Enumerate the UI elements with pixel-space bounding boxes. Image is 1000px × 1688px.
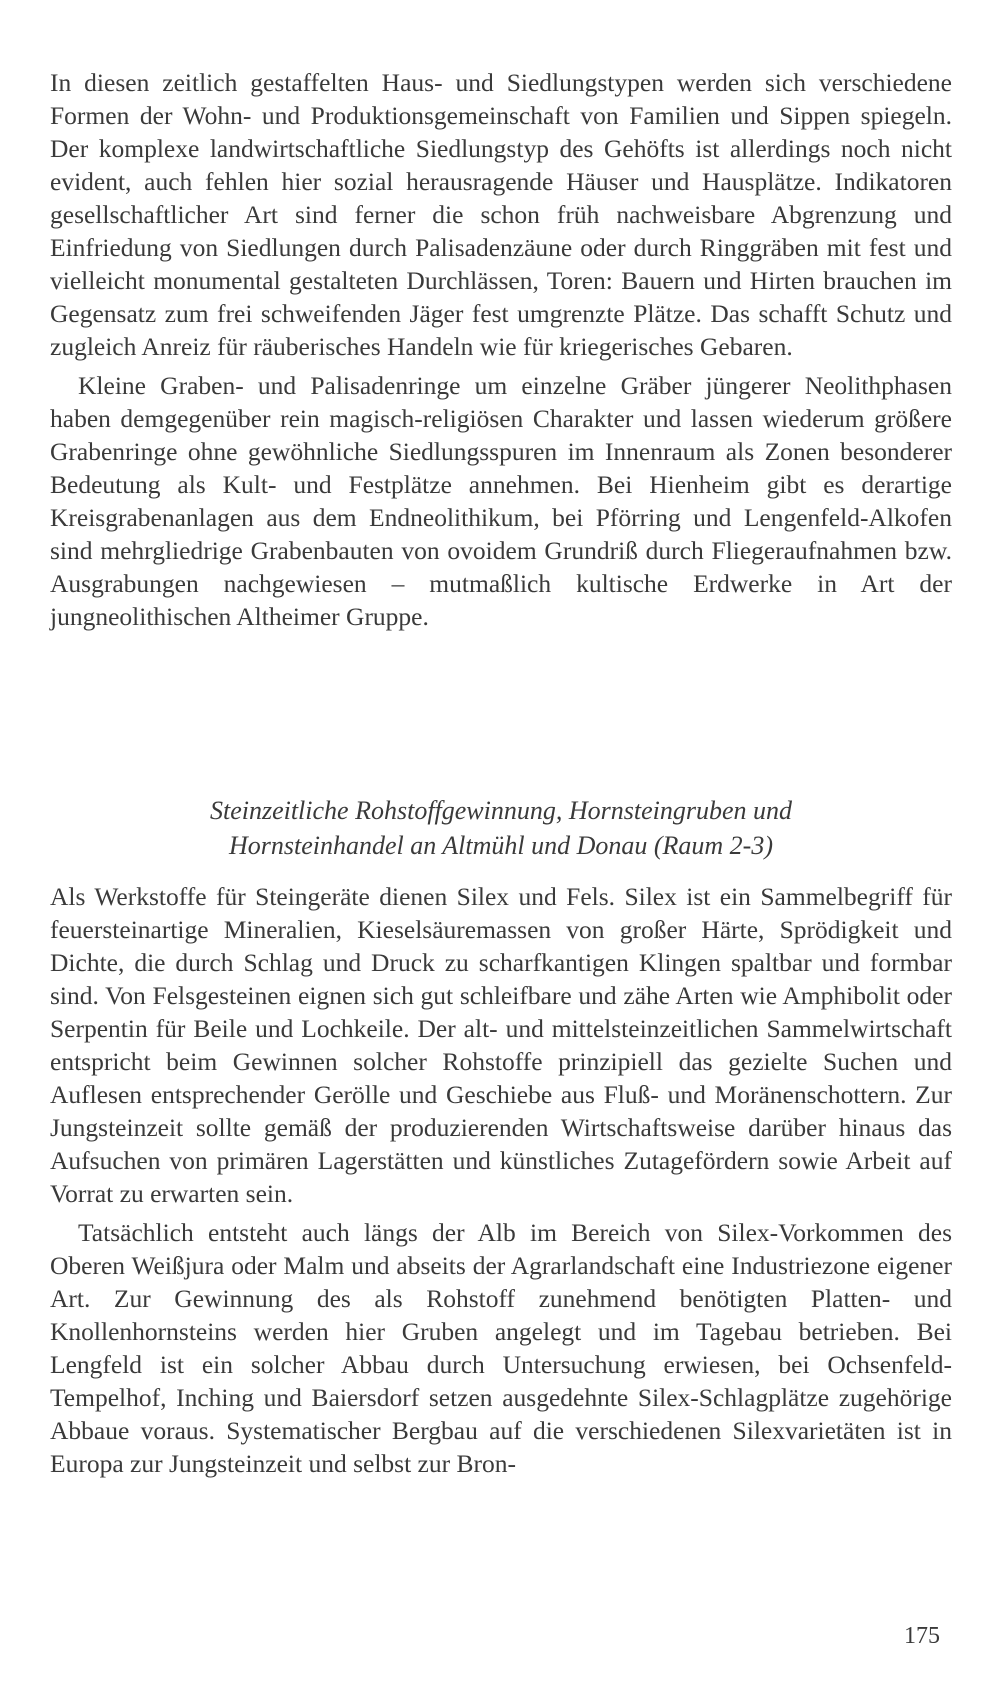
body-text-upper <box>50 66 952 633</box>
paragraph: Tatsächlich entsteht auch längs der Alb im Bereich von Silex-Vorkommen des Oberen Weißjura oder Malm und abseits der Agrarlandschaft eine Industriezone eigener Art. Zur Gewinnung des als Rohstoff zunehmend benötigten Platten- und Knollenhornsteins werden hier Gruben angelegt und im Tagebau betrieben. Bei Lengfeld ist ein solcher Abbau durch Untersuchung erwiesen, bei Ochsenfeld-Tempelhof, Inching und Baiersdorf setzen ausgedehnte Silex-Schlagplätze zugehörige Abbaue voraus. Systematischer Bergbau auf die verschiedenen Silexvarietäten ist in Europa zur Jungsteinzeit und selbst zur Bron- <box>50 1218 952 1478</box>
page-number: 175 <box>904 1623 940 1649</box>
paragraph: In diesen zeitlich gestaffelten Haus- und Siedlungstypen werden sich verschiedene Formen der Wohn- und Produktionsgemeinschaft von Familien und Sippen spiegeln. Der komplexe landwirtschaftliche Siedlungstyp des Gehöfts ist allerdings noch nicht evident, auch fehlen hier sozial herausragende Häuser und Hausplätze. Indikatoren gesellschaftlicher Art sind ferner die schon früh nachweisbare Abgrenzung und Einfriedung von Siedlungen durch Palisadenzäune oder durch Ringgräben mit fest und vielleicht monumental gestalteten Durchlässen, Toren: Bauern und Hirten brauchen im Gegensatz zum frei schweifenden Jäger fest umgrenzte Plätze. Das schafft Schutz und zugleich Anreiz für räuberisches Handeln wie für kriegerisches Gebaren. <box>50 68 952 361</box>
section-heading <box>50 793 952 863</box>
paragraph: Als Werkstoffe für Steingeräte dienen Silex und Fels. Silex ist ein Sammelbegriff für feuersteinartige Mineralien, Kieselsäuremassen von großer Härte, Sprödigkeit und Dichte, die durch Schlag und Druck zu scharfkantigen Klingen spaltbar und formbar sind. Von Felsgesteinen eignen sich gut schleifbare und zähe Arten wie Amphibolit oder Serpentin für Beile und Lochkeile. Der alt- und mittelsteinzeitlichen Sammelwirtschaft entspricht beim Gewinnen solcher Rohstoffe prinzipiell das gezielte Suchen und Auflesen entsprechender Gerölle und Geschiebe aus Fluß- und Moränenschottern. Zur Jungsteinzeit sollte gemäß der produzierenden Wirtschaftsweise darüber hinaus das Aufsuchen von primären Lagerstätten und künstliches Zutagefördern sowie Arbeit auf Vorrat zu erwarten sein. <box>50 882 952 1208</box>
body-text-lower <box>50 880 952 1480</box>
section-heading-line: Hornsteinhandel an Altmühl und Donau (Raum 2-3) <box>228 831 774 860</box>
paragraph: Kleine Graben- und Palisadenringe um einzelne Gräber jüngerer Neolithphasen haben demgegenüber rein magisch-religiösen Charakter und lassen wiederum größere Grabenringe ohne gewöhnliche Siedlungsspuren im Innenraum als Zonen besonderer Bedeutung als Kult- und Festplätze annehmen. Bei Hienheim gibt es derartige Kreisgrabenanlagen aus dem Endneolithikum, bei Pförring und Lengenfeld-Alkofen sind mehrgliedrige Grabenbauten von ovoidem Grundriß durch Fliegeraufnahmen bzw. Ausgrabungen nachgewiesen – mutmaßlich kultische Erdwerke in Art der jungneolithischen Altheimer Gruppe. <box>50 371 952 631</box>
section-heading-line: Steinzeitliche Rohstoffgewinnung, Hornsteingruben und <box>209 796 793 825</box>
